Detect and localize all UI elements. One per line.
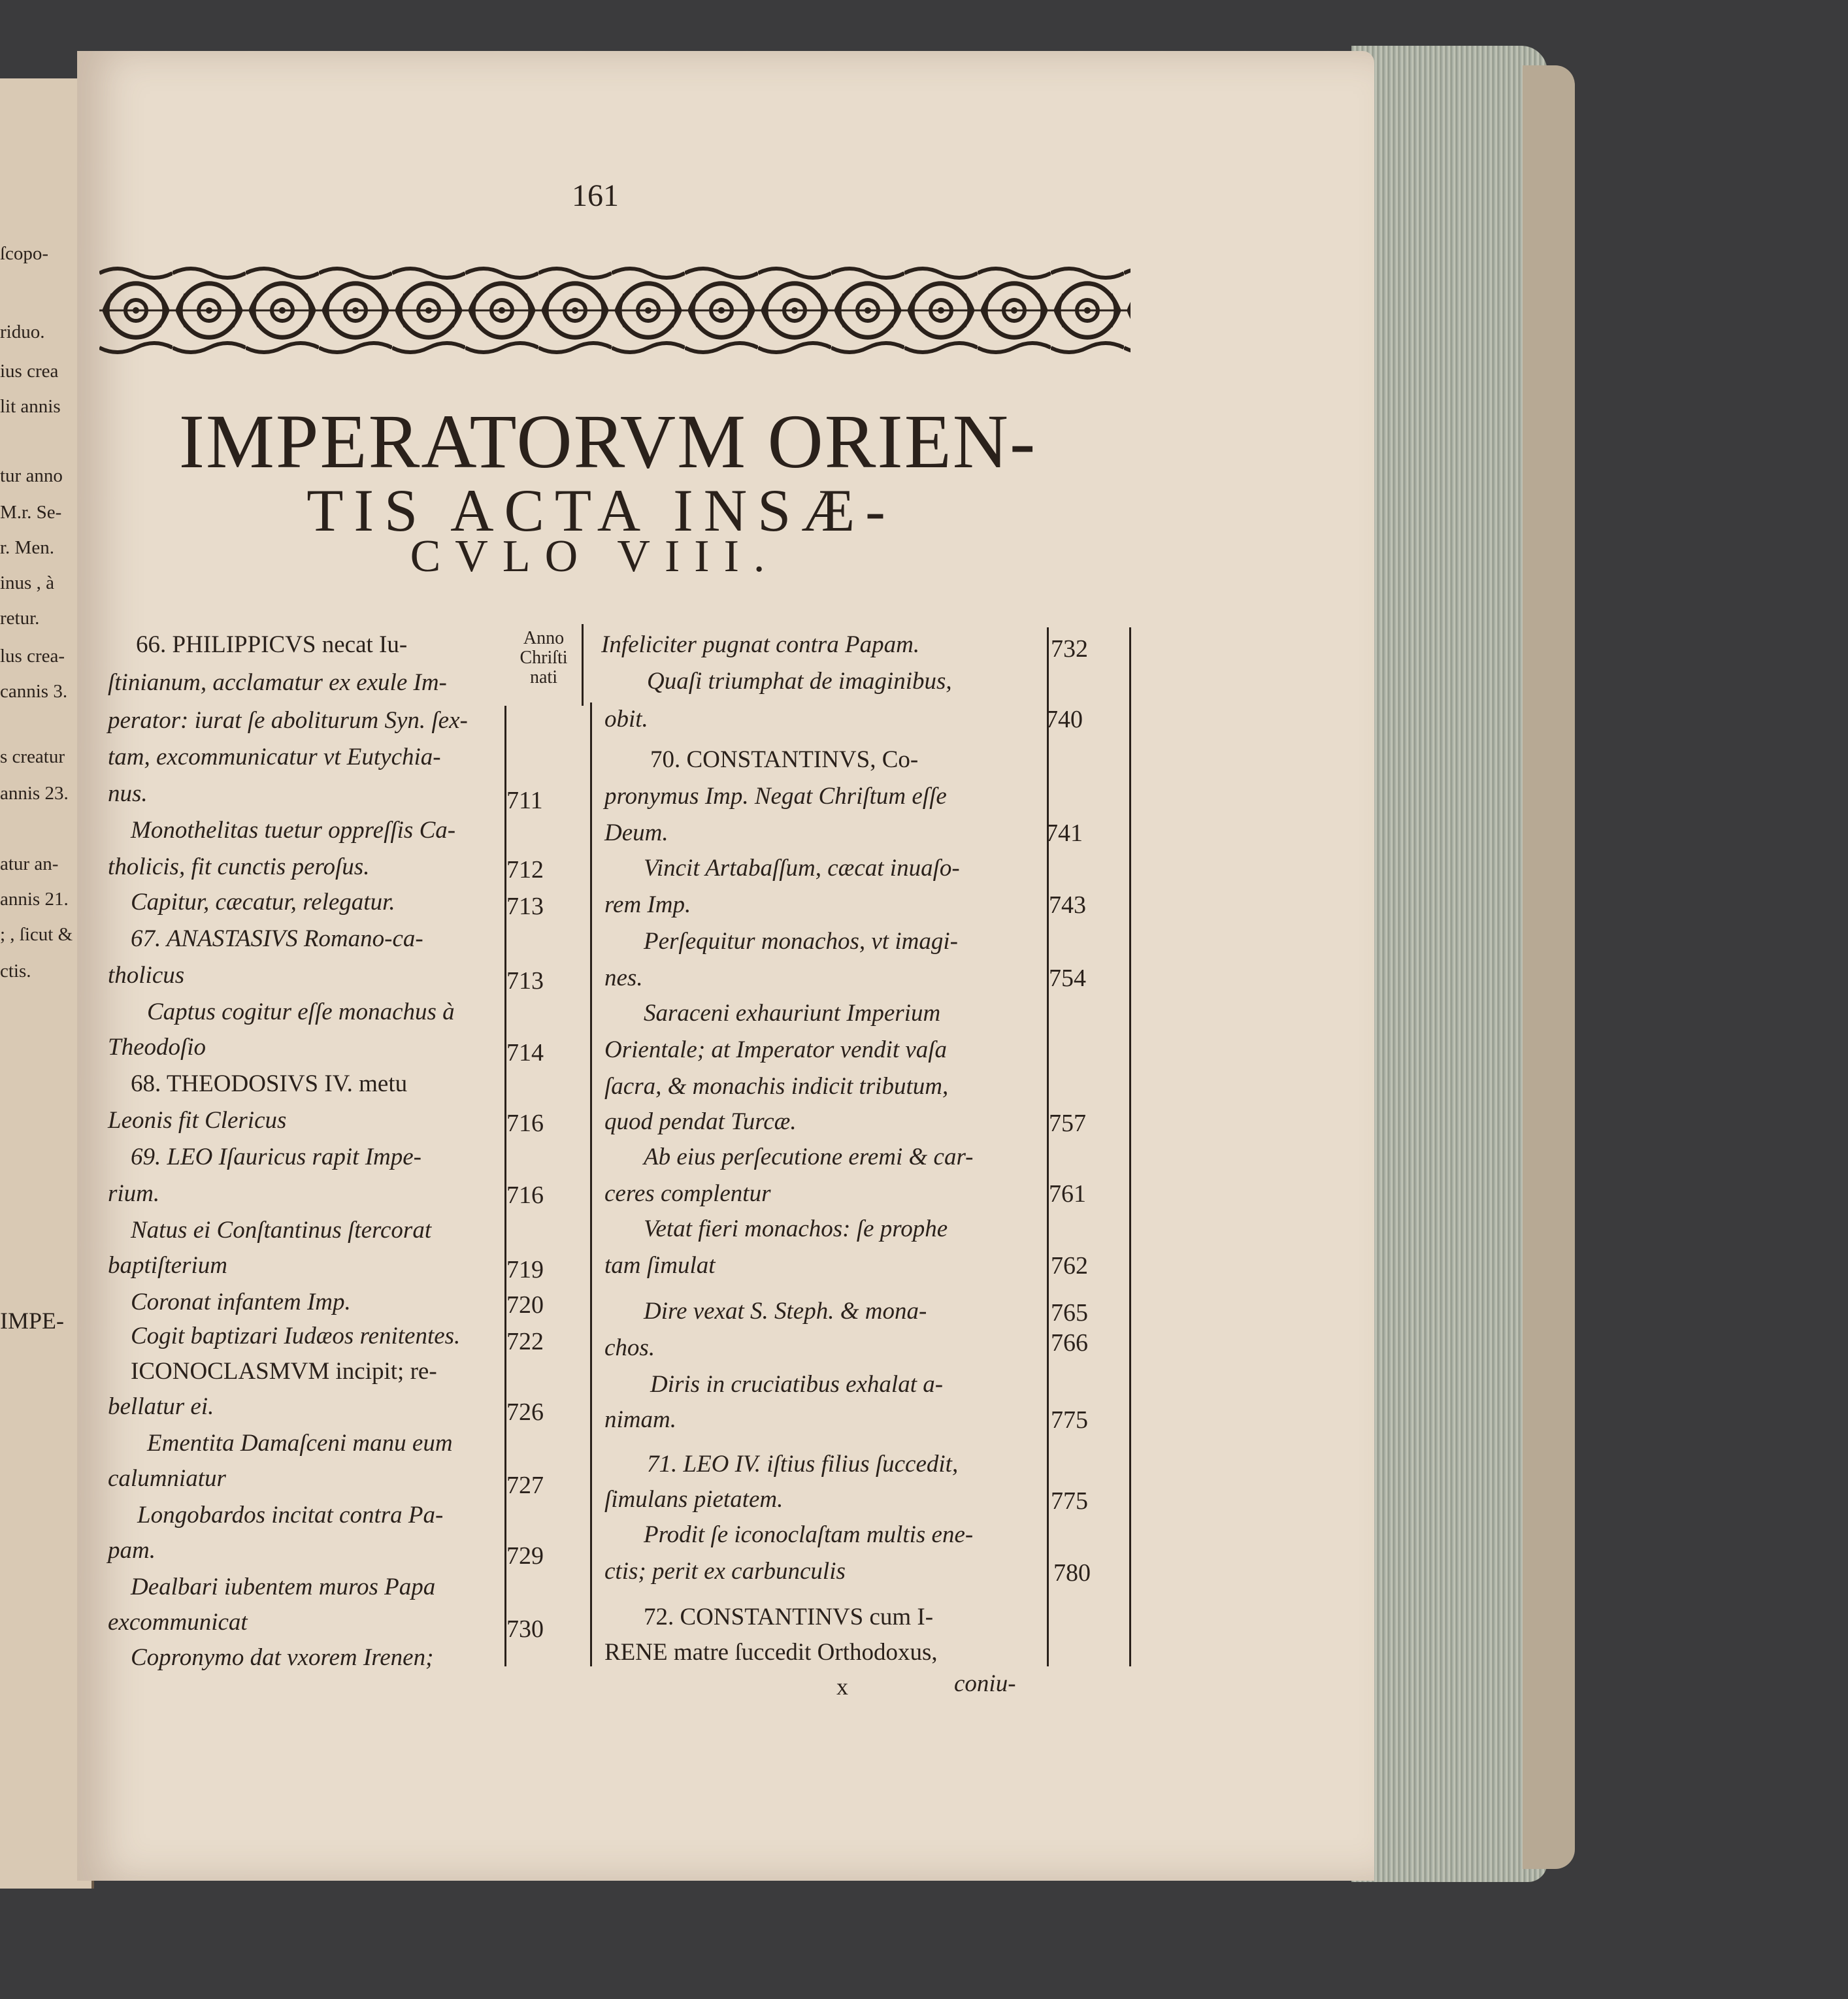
title-line-2: TIS ACTA INSÆ- <box>306 477 896 544</box>
left-fragment: retur. <box>0 608 40 629</box>
column-rule-outer <box>1129 627 1131 1666</box>
year-value: 716 <box>506 1110 544 1137</box>
header-christi: Chriſti <box>520 648 568 668</box>
entry-line: pronymus Imp. Negat Chriſtum eſſe <box>604 783 947 810</box>
year-value: 729 <box>506 1542 544 1570</box>
entry-line: obit. <box>604 706 648 733</box>
year-value: 719 <box>506 1256 544 1283</box>
year-value: 720 <box>506 1291 544 1319</box>
entry-line: Cogit baptizari Iudæos renitentes. <box>131 1323 461 1349</box>
year-value: 761 <box>1049 1180 1086 1208</box>
entry-line: Coronat infantem Imp. <box>131 1289 351 1315</box>
left-fragment: ctis. <box>0 961 31 982</box>
left-fragment: riduo. <box>0 322 45 342</box>
header-nati: nati <box>530 667 557 687</box>
entry-line: 69. LEO Iſauricus rapit Impe- <box>131 1144 421 1170</box>
entry-line: tam ſimulat <box>604 1252 716 1279</box>
year-value: 711 <box>506 787 543 814</box>
left-fragment: tur anno <box>0 465 63 486</box>
signature-mark: x <box>836 1674 848 1700</box>
year-value: 765 <box>1051 1299 1088 1327</box>
year-value: 740 <box>1046 706 1083 733</box>
entry-line: ſacra, & monachis indicit tributum, <box>604 1073 949 1100</box>
left-fragment: s creatur <box>0 746 65 767</box>
year-value: 775 <box>1051 1406 1088 1434</box>
entry-line: Saraceni exhauriunt Imperium <box>644 1000 941 1027</box>
title-line-1: IMPERATORVM ORIEN- <box>178 399 1037 484</box>
entry-line: Monothelitas tuetur oppreſſis Ca- <box>131 817 456 844</box>
header-anno: Anno <box>523 628 565 648</box>
column-rule-middle <box>590 702 592 1666</box>
year-value: 727 <box>506 1472 544 1499</box>
entry-line: ceres complentur <box>604 1180 771 1207</box>
year-value: 716 <box>506 1181 544 1209</box>
year-value: 713 <box>506 893 544 920</box>
entry-line: Copronymo dat vxorem Irenen; <box>131 1644 434 1671</box>
entry-line: Leonis fit Clericus <box>108 1107 287 1134</box>
left-fragment: ; , ſicut & <box>0 924 73 945</box>
left-fragment: inus , à <box>0 572 54 593</box>
left-fragment: lus crea- <box>0 646 65 667</box>
entry-line: Capitur, cæcatur, relegatur. <box>131 889 395 916</box>
year-value: 730 <box>506 1615 544 1643</box>
entry-line: Diris in cruciatibus exhalat a- <box>650 1371 944 1398</box>
entry-line: Ementita Damaſceni manu eum <box>147 1430 453 1457</box>
entry-line: tholicus <box>108 962 185 989</box>
left-fragment: cannis 3. <box>0 681 68 702</box>
year-value: 754 <box>1049 965 1086 992</box>
entry-line: Prodit ſe iconoclaſtam multis ene- <box>644 1521 974 1548</box>
year-value: 762 <box>1051 1252 1088 1280</box>
entry-line: Vincit Artabaſſum, cæcat inuaſo- <box>644 855 960 882</box>
year-value: 712 <box>506 856 544 884</box>
entry-line: baptiſterium <box>108 1252 227 1279</box>
entry-line: Dealbari iubentem muros Papa <box>131 1574 436 1600</box>
year-value: 726 <box>506 1398 544 1426</box>
entry-line: excommunicat <box>108 1609 248 1636</box>
page-edges <box>1351 46 1547 1882</box>
entry-line: 72. CONSTANTINVS cum I- <box>644 1604 934 1630</box>
entry-line: Vetat fieri monachos: ſe prophe <box>644 1215 948 1242</box>
entry-line: calumniatur <box>108 1465 226 1492</box>
entry-line: nimam. <box>604 1406 676 1433</box>
year-value: 722 <box>506 1328 544 1355</box>
year-value: 713 <box>506 967 544 995</box>
year-value: 732 <box>1051 635 1088 663</box>
cover-edge <box>1523 65 1575 1869</box>
left-fragment: annis 23. <box>0 783 69 804</box>
entry-line: Orientale; at Imperator vendit vaſa <box>604 1036 948 1063</box>
header-rule <box>582 624 584 706</box>
entry-line: Natus ei Conſtantinus ſtercorat <box>131 1217 432 1244</box>
entry-line: ſimulans pietatem. <box>604 1486 784 1513</box>
page-number: 161 <box>572 178 619 213</box>
entry-line: 66. PHILIPPICVS necat Iu- <box>136 631 408 658</box>
year-value: 714 <box>506 1039 544 1066</box>
year-value: 757 <box>1049 1110 1086 1137</box>
entry-line: 67. ANASTASIVS Romano-ca- <box>131 925 423 952</box>
year-value: 780 <box>1053 1559 1091 1587</box>
title-line-3: CVLO VIII. <box>410 531 780 582</box>
year-value: 775 <box>1051 1487 1088 1515</box>
entry-line: Ab eius perſecutione eremi & car- <box>644 1144 974 1170</box>
ornamental-band <box>99 261 1130 359</box>
catchword: coniu- <box>954 1670 1016 1697</box>
entry-line: 70. CONSTANTINVS, Co- <box>650 746 919 773</box>
left-fragment: ius crea <box>0 361 59 382</box>
entry-line: Deum. <box>604 819 668 846</box>
entry-line: Perſequitur monachos, vt imagi- <box>644 928 958 955</box>
left-fragment: ſcopo- <box>0 243 49 264</box>
entry-line: Infeliciter pugnat contra Papam. <box>601 631 920 658</box>
column-rule-right-year <box>1047 627 1049 1666</box>
entry-line: chos. <box>604 1334 655 1361</box>
entry-line: 71. LEO IV. iſtius filius ſuccedit, <box>647 1451 959 1478</box>
entry-line: pam. <box>108 1537 156 1564</box>
entry-line: rium. <box>108 1180 160 1207</box>
entry-line: 68. THEODOSIVS IV. metu <box>131 1070 408 1097</box>
left-fragment: IMPE- <box>0 1308 64 1334</box>
entry-line: nes. <box>604 965 643 991</box>
entry-line: Quaſi triumphat de imaginibus, <box>647 668 952 695</box>
entry-line: nus. <box>108 780 148 807</box>
entry-line: Captus cogitur eſſe monachus à <box>147 999 455 1025</box>
entry-line: Dire vexat S. Steph. & mona- <box>644 1298 927 1325</box>
left-fragment: r. Men. <box>0 537 54 558</box>
entry-line: quod pendat Turcæ. <box>604 1108 797 1135</box>
entry-line: tholicis, fit cunctis peroſus. <box>108 853 370 880</box>
year-column-header <box>504 629 583 687</box>
entry-line: RENE matre ſuccedit Orthodoxus, <box>604 1639 938 1666</box>
left-fragment: annis 21. <box>0 889 69 910</box>
year-value: 743 <box>1049 891 1086 919</box>
entry-line: ICONOCLASMVM incipit; re- <box>131 1358 437 1385</box>
year-value: 766 <box>1051 1329 1088 1357</box>
entry-line: rem Imp. <box>604 891 691 918</box>
entry-line: perator: iurat ſe aboliturum Syn. ſex- <box>108 707 468 734</box>
entry-line: Theodoſio <box>108 1034 206 1061</box>
entry-line: tam, excommunicatur vt Eutychia- <box>108 744 441 770</box>
entry-line: bellatur ei. <box>108 1393 214 1420</box>
entry-line: Longobardos incitat contra Pa- <box>137 1502 444 1528</box>
entry-line: ſtinianum, acclamatur ex exule Im- <box>108 669 447 696</box>
left-fragment: lit annis <box>0 396 61 417</box>
year-value: 741 <box>1046 819 1083 847</box>
entry-line: ctis; perit ex carbunculis <box>604 1558 846 1585</box>
left-fragment: M.r. Se- <box>0 502 62 523</box>
left-fragment: atur an- <box>0 853 59 874</box>
